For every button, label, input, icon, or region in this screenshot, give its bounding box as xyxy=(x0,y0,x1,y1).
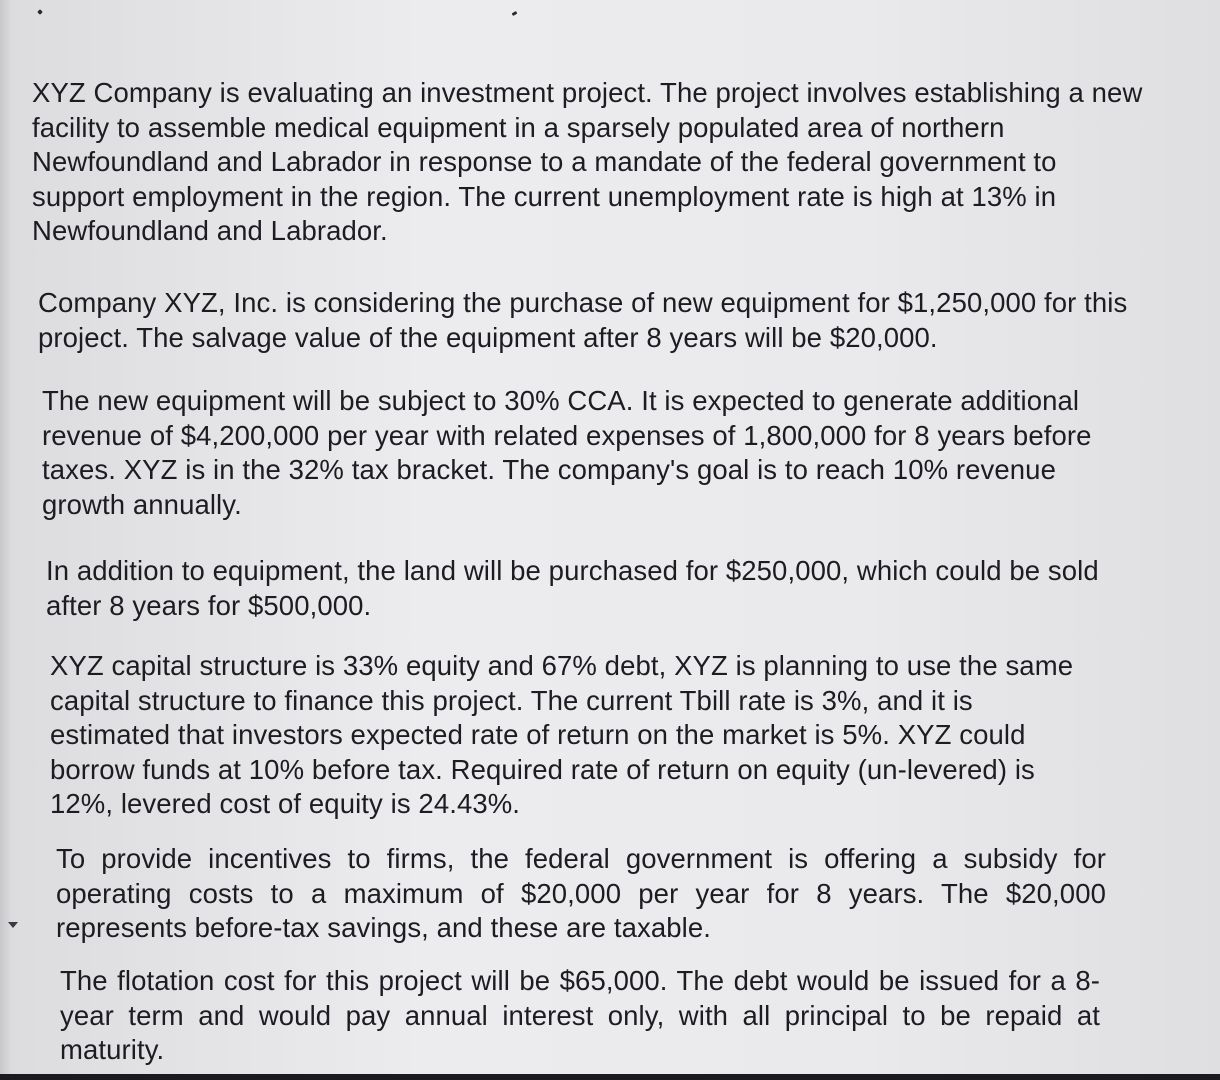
caret-down-icon[interactable] xyxy=(8,922,18,928)
bottom-bezel xyxy=(0,1074,1220,1080)
paragraph-land: In addition to equipment, the land will be purchased for $250,000, which could be sold after 8 years for $500,000. xyxy=(46,555,1099,621)
screen-speck xyxy=(512,11,518,16)
paragraph-capital-structure: XYZ capital structure is 33% equity and 67% debt, XYZ is planning to use the same capital structure to finance this project. The current Tbill rate is 3%, and it is estimated that investors expected rate of return on the market is 5%. XYZ could borrow funds at 10% before tax. Required rate of return on equity (un-levered) is 12%, levered cost of equity is 24.43%. xyxy=(50,650,1074,819)
paragraph-cca-revenue: The new equipment will be subject to 30% CCA. It is expected to generate additional revenue of $4,200,000 per year with related expenses of 1,800,000 for 8 years before taxes. XYZ is in the 32% tax bracket. The company's goal is to reach 10% revenue growth annually. xyxy=(42,385,1092,520)
paragraph-equipment-purchase: Company XYZ, Inc. is considering the purchase of new equipment for $1,250,000 for this project. The salvage value of the equipment after 8 years will be $20,000. xyxy=(38,287,1128,353)
paragraph-project-overview: XYZ Company is evaluating an investment project. The project involves establishing a new facility to assemble medical equipment in a sparsely populated area of northern Newfoundland and Labrador in response to a mandate of the federal government to support employment in the region. The current unemployment rate is high at 13% in Newfoundland and Labrador. xyxy=(32,77,1143,246)
paragraph-flotation-cost: The flotation cost for this project will be $65,000. The debt would be issued for a 8-year term and would pay annual interest only, with all principal to be repaid at maturity. xyxy=(60,965,1100,1065)
window-edge xyxy=(0,0,12,1080)
paragraph-subsidy: To provide incentives to firms, the federal government is offering a subsidy for operating costs to a maximum of $20,000 per year for 8 years. The $20,000 represents before-tax savings, and these are taxable. xyxy=(56,843,1106,943)
screen-speck xyxy=(37,9,43,15)
